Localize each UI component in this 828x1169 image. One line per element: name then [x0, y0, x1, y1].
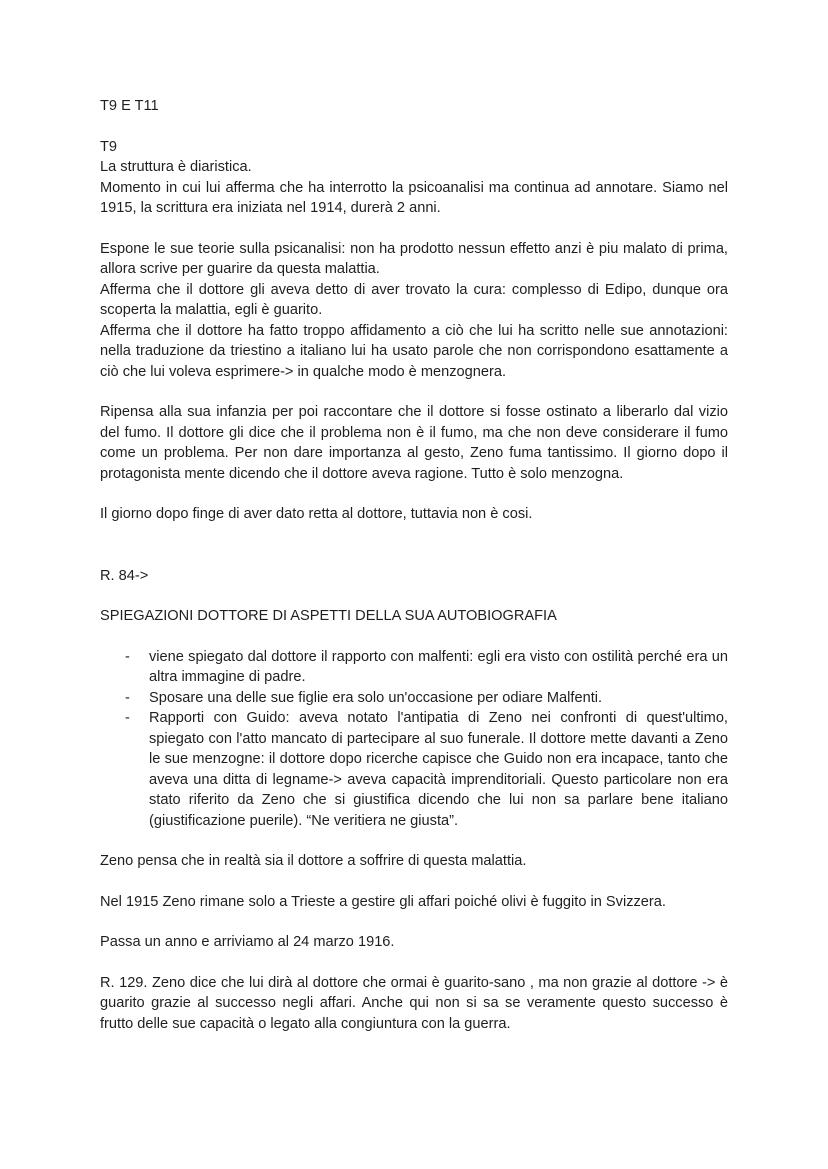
- list-item: [100, 688, 728, 709]
- bullet-dash: -: [125, 648, 130, 665]
- paragraph-zeno-pensa: Zeno pensa che in realtà sia il dottore a soffrire di questa malattia.: [100, 853, 527, 869]
- paragraph-momento: Momento in cui lui afferma che ha interrotto la psicoanalisi ma continua ad annotare. Siamo nel 1915, la scrittura era iniziata nel 1914, durerà 2 anni.: [100, 179, 728, 216]
- list-item-text: Rapporti con Guido: aveva notato l'antipatia di Zeno nei confronti di quest'ultimo, spiegato con l'atto mancato di partecipare al suo funerale. Il dottore mette davanti a Zeno le sue menzogne: il dottore dopo ricerche capisce che Guido non era incapace, tanto che aveva una ditta di legname-> aveva capacità imprenditoriali. Questo particolare non era stato riferito da Zeno che si giustifica dicendo che lui non sa parlare bene italiano (giustificazione puerile). “Ne veritiera ne giusta”.: [149, 710, 728, 829]
- document-title: T9 E T11: [100, 98, 159, 114]
- bullet-list: [100, 647, 728, 832]
- paragraph-1916: Passa un anno e arriviamo al 24 marzo 1916.: [100, 934, 395, 950]
- bullet-dash: -: [125, 710, 130, 726]
- paragraph-1915: Nel 1915 Zeno rimane solo a Trieste a gestire gli affari poiché olivi è fuggito in Svizzera.: [100, 893, 666, 910]
- list-item: [100, 708, 728, 831]
- section-heading-t9: T9: [100, 138, 118, 155]
- paragraph-r129: R. 129. Zeno dice che lui dirà al dottore che ormai è guarito-sano , ma non grazie al dottore -> è guarito grazie al successo negli affari. Anche qui non si sa se veramente questo successo è frutto delle sue capacità o legato alla congiuntura con la guerra.: [100, 974, 728, 1032]
- paragraph-finge: Il giorno dopo finge di aver dato retta al dottore, tuttavia non è cosi.: [100, 506, 533, 522]
- section-heading-spiegazioni: SPIEGAZIONI DOTTORE DI ASPETTI DELLA SUA AUTOBIOGRAFIA: [100, 608, 557, 624]
- document-page: [100, 96, 728, 1034]
- paragraph-teorie: Espone le sue teorie sulla psicanalisi: non ha prodotto nessun effetto anzi è piu malato di prima, allora scrive per guarire da questa malattia.: [100, 240, 728, 277]
- paragraph-cura: Afferma che il dottore gli aveva detto di aver trovato la cura: complesso di Edipo, dunque ora scoperta la malattia, egli è guarito.: [100, 281, 728, 318]
- paragraph-struttura: La struttura è diaristica.: [100, 159, 252, 175]
- list-item: [100, 647, 728, 688]
- list-item-text: Sposare una delle sue figlie era solo un'occasione per odiare Malfenti.: [149, 689, 603, 706]
- paragraph-infanzia: Ripensa alla sua infanzia per poi raccontare che il dottore si fosse ostinato a liberarlo dal vizio del fumo. Il dottore gli dice che il problema non è il fumo, ma che non deve considerare il fumo come un problema. Per non dare importanza al gesto, Zeno fuma tantissimo. Il giorno dopo il protagonista mente dicendo che il dottore aveva ragione. Tutto è solo menzogna.: [100, 404, 728, 482]
- reference-r84: R. 84->: [100, 567, 149, 584]
- paragraph-affidamento: Afferma che il dottore ha fatto troppo affidamento a ciò che lui ha scritto nelle sue annotazioni: nella traduzione da triestino a italiano lui ha usato parole che non corrispondono esattamente a ciò che lui voleva esprimere-> in qualche modo è menzognera.: [100, 322, 728, 380]
- list-item-text: viene spiegato dal dottore il rapporto con malfenti: egli era visto con ostilità perché era un altra immagine di padre.: [149, 648, 728, 685]
- bullet-dash: -: [125, 689, 130, 706]
